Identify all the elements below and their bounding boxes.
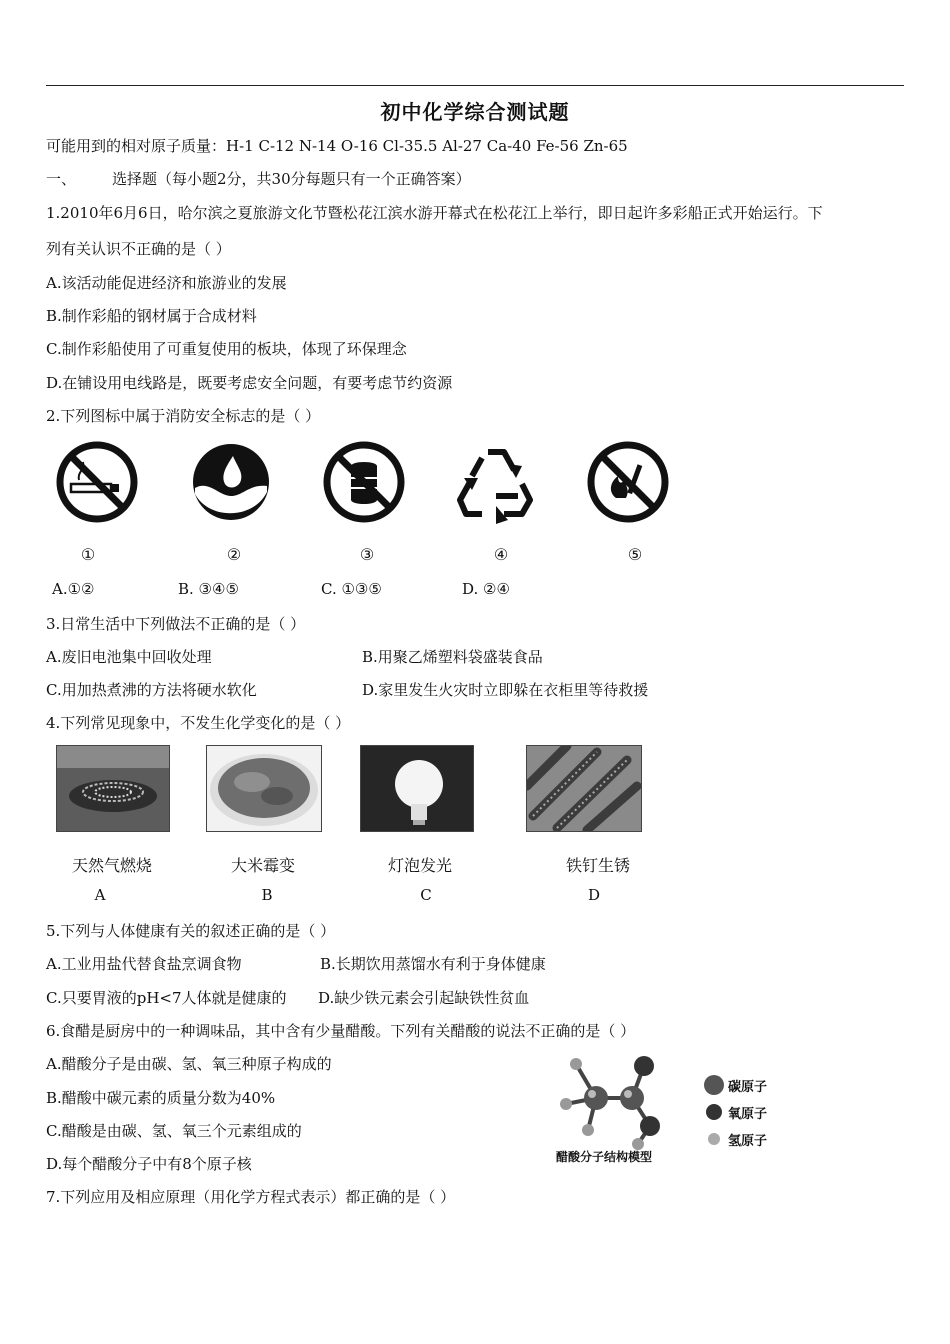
q7-stem: 7.下列应用及相应原理（用化学方程式表示）都正确的是（ ） (46, 1188, 456, 1206)
no-oil-drum-icon (322, 440, 406, 524)
q6-stem: 6.食醋是厨房中的一种调味品，其中含有少量醋酸。下列有关醋酸的说法不正确的是（ ） (46, 1022, 636, 1040)
acetic-acid-model (552, 1052, 782, 1170)
q5-option-a: A.工业用盐代替食盐烹调食物 (46, 955, 242, 973)
caption-b: 大米霉变 (230, 856, 295, 875)
caption-a: 天然气燃烧 (71, 856, 152, 875)
moldy-rice-photo (206, 745, 322, 832)
legend-carbon: 碳原子 (728, 1080, 768, 1095)
q3-option-b: B.用聚乙烯塑料袋盛装食品 (362, 648, 543, 666)
letter-a: A (94, 886, 106, 904)
section-number: 一、 (46, 170, 77, 188)
caption-c: 灯泡发光 (387, 856, 452, 875)
rusty-nails-photo (526, 745, 642, 832)
gas-burner-photo (56, 745, 170, 832)
q1-option-c: C.制作彩船使用了可重复使用的板块，体现了环保理念 (46, 340, 407, 358)
icon-number-4: ④ (493, 545, 509, 564)
q3-option-c: C.用加热煮沸的方法将硬水软化 (46, 681, 257, 699)
letter-c: C (420, 886, 432, 904)
icon-number-2: ② (226, 545, 242, 564)
q5-option-c: C.只要胃液的pH<7人体就是健康的 (46, 989, 287, 1007)
q5-option-b: B.长期饮用蒸馏水有利于身体健康 (320, 955, 546, 973)
icon-number-1: ① (80, 545, 96, 564)
q4-stem: 4.下列常见现象中，不发生化学变化的是（ ） (46, 714, 351, 732)
q5-option-d: D.缺少铁元素会引起缺铁性贫血 (318, 989, 530, 1007)
q3-stem: 3.日常生活中下列做法不正确的是（ ） (46, 615, 306, 633)
page-title: 初中化学综合测试题 (380, 100, 570, 124)
q1-stem-line2: 列有关认识不正确的是（ ） (46, 240, 231, 258)
q6-option-c: C.醋酸是由碳、氢、氧三个元素组成的 (46, 1122, 302, 1140)
carbon-legend-icon (704, 1075, 724, 1095)
icon-number-3: ③ (359, 545, 375, 564)
section-heading: 选择题（每小题2分，共30分每题只有一个正确答案） (112, 170, 471, 188)
q2-option-a: A.①② (52, 580, 95, 598)
legend-hydrogen: 氢原子 (728, 1134, 768, 1149)
water-drop-icon (189, 440, 273, 524)
letter-d: D (587, 886, 601, 904)
icon-number-5: ⑤ (627, 545, 643, 564)
q2-stem: 2.下列图标中属于消防安全标志的是（ ） (46, 407, 321, 425)
q2-option-b: B. ③④⑤ (178, 580, 239, 598)
q1-option-b: B.制作彩船的钢材属于合成材料 (46, 307, 257, 325)
q5-stem: 5.下列与人体健康有关的叙述正确的是（ ） (46, 922, 336, 940)
legend-oxygen: 氧原子 (728, 1107, 768, 1122)
model-caption: 醋酸分子结构模型 (556, 1150, 653, 1164)
light-bulb-photo (360, 745, 474, 832)
q6-option-d: D.每个醋酸分子中有8个原子核 (46, 1155, 252, 1173)
header-rule (46, 85, 904, 86)
oxygen-legend-icon (706, 1104, 722, 1120)
no-smoking-icon (55, 440, 139, 524)
q1-option-d: D.在铺设用电线路是，既要考虑安全问题，有要考虑节约资源 (46, 374, 453, 392)
hydrogen-legend-icon (708, 1133, 720, 1145)
q1-stem-line1: 1.2010年6月6日，哈尔滨之夏旅游文化节暨松花江滨水游开幕式在松花江上举行，即日起许多彩船正式开始运行。下 (46, 204, 823, 222)
q3-option-d: D.家里发生火灾时立即躲在衣柜里等待救援 (362, 681, 649, 699)
q2-option-c: C. ①③⑤ (321, 580, 382, 598)
q1-option-a: A.该活动能促进经济和旅游业的发展 (46, 274, 287, 292)
caption-d: 铁钉生锈 (565, 856, 630, 875)
no-open-flame-icon (586, 440, 670, 524)
recycle-icon (452, 438, 536, 522)
atomic-masses: 可能用到的相对原子质量：H-1 C-12 N-14 O-16 Cl-35.5 Al-27 Ca-40 Fe-56 Zn-65 (46, 137, 628, 155)
q3-option-a: A.废旧电池集中回收处理 (46, 648, 212, 666)
q6-option-a: A.醋酸分子是由碳、氢、氧三种原子构成的 (46, 1055, 332, 1073)
q6-option-b: B.醋酸中碳元素的质量分数为40% (46, 1089, 276, 1107)
q2-option-d: D. ②④ (462, 580, 510, 598)
letter-b: B (261, 886, 273, 904)
